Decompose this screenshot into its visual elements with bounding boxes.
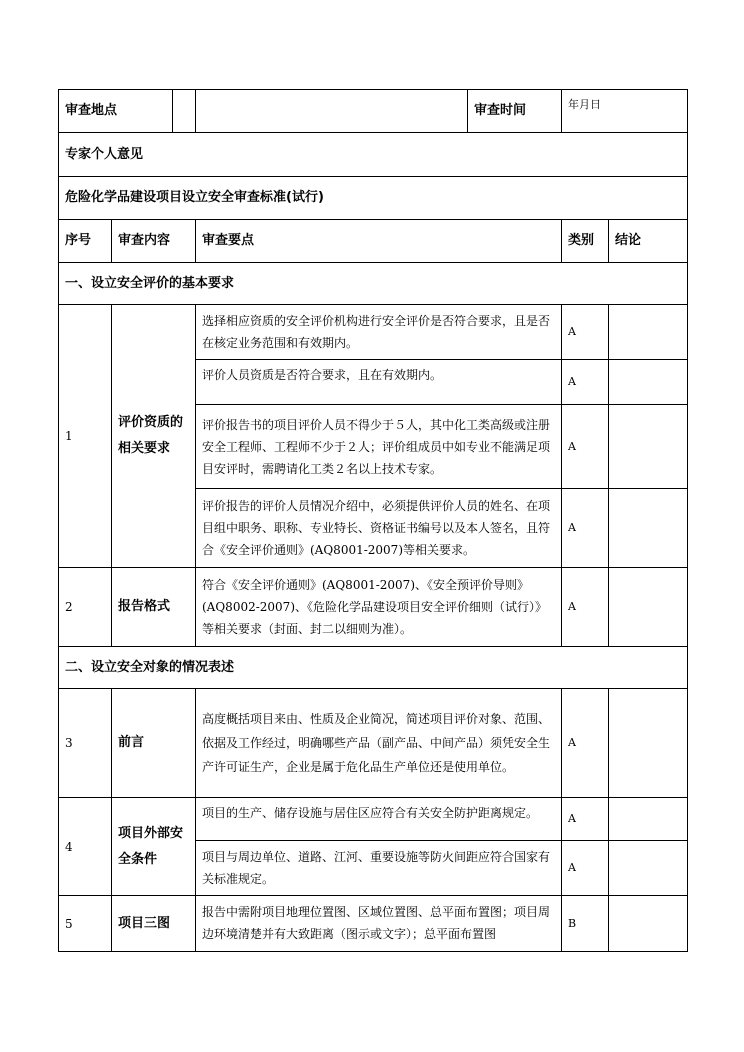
- row-conclusion[interactable]: [609, 405, 688, 489]
- row-points: 评价人员资质是否符合要求，且在有效期内。: [196, 360, 562, 405]
- section-row: [59, 647, 688, 689]
- table-row: [59, 896, 688, 952]
- expert-opinion-label: 专家个人意见: [59, 133, 688, 177]
- table-row: [59, 689, 688, 798]
- expert-opinion-row: [59, 133, 688, 177]
- row-conclusion[interactable]: [609, 896, 688, 952]
- row-category: A: [562, 798, 609, 841]
- standard-title: 危险化学品建设项目设立安全审查标准(试行): [59, 177, 688, 220]
- row-no: 2: [59, 568, 112, 647]
- section-row: [59, 263, 688, 305]
- col-header-conclusion: 结论: [609, 220, 688, 263]
- row-points: 项目的生产、储存设施与居住区应符合有关安全防护距离规定。: [196, 798, 562, 841]
- row-content: 前言: [112, 689, 196, 798]
- table-row: [59, 305, 688, 360]
- row-category: A: [562, 305, 609, 360]
- location-label: 审查地点: [59, 90, 173, 132]
- location-field-ext[interactable]: [196, 90, 467, 132]
- col-header-content: 审查内容: [112, 220, 196, 263]
- col-header-points: 审查要点: [196, 220, 562, 263]
- standard-title-row: [59, 177, 688, 220]
- row-conclusion[interactable]: [609, 305, 688, 360]
- row-conclusion[interactable]: [609, 360, 688, 405]
- row-category: A: [562, 841, 609, 896]
- row-content: 项目三图: [112, 896, 196, 952]
- time-value[interactable]: 年月日: [562, 90, 688, 133]
- row-conclusion[interactable]: [609, 841, 688, 896]
- row-points: 符合《安全评价通则》(AQ8001-2007)、《安全预评价导则》(AQ8002-2007)、《危险化学品建设项目安全评价细则（试行）》等相关要求（封面、封二以细则为准）。: [196, 568, 562, 647]
- row-category: A: [562, 568, 609, 647]
- row-points: 项目与周边单位、道路、江河、重要设施等防火间距应符合国家有关标准规定。: [196, 841, 562, 896]
- row-conclusion[interactable]: [609, 689, 688, 798]
- row-points: 评价报告的评价人员情况介绍中，必须提供评价人员的姓名、在项目组中职务、职称、专业特长、资格证书编号以及本人签名，且符合《安全评价通则》(AQ8001-2007)等相关要求。: [196, 489, 562, 568]
- row-category: A: [562, 689, 609, 798]
- section-title: 二、设立安全对象的情况表述: [59, 647, 688, 689]
- row-conclusion[interactable]: [609, 568, 688, 647]
- row-category: A: [562, 360, 609, 405]
- row-conclusion[interactable]: [609, 798, 688, 841]
- col-header-category: 类别: [562, 220, 609, 263]
- row-content: 评价资质的相关要求: [112, 305, 196, 568]
- row-points: 评价报告书的项目评价人员不得少于５人，其中化工类高级或注册安全工程师、工程师不少于２人；评价组成员中如专业不能满足项目安评时，需聘请化工类２名以上技术专家。: [196, 405, 562, 489]
- row-no: 1: [59, 305, 112, 568]
- row-category: A: [562, 489, 609, 568]
- table-row: [59, 568, 688, 647]
- row-category: B: [562, 896, 609, 952]
- section-title: 一、设立安全评价的基本要求: [59, 263, 688, 305]
- column-header-row: [59, 220, 688, 263]
- location-field[interactable]: [173, 90, 195, 132]
- row-points: 高度概括项目来由、性质及企业简况，简述项目评价对象、范围、依据及工作经过，明确哪些产品（副产品、中间产品）须凭安全生产许可证生产，企业是属于危化品生产单位还是使用单位。: [196, 689, 562, 798]
- row-content: 报告格式: [112, 568, 196, 647]
- row-category: A: [562, 405, 609, 489]
- table-row: [59, 798, 688, 841]
- row-no: 3: [59, 689, 112, 798]
- row-no: 5: [59, 896, 112, 952]
- col-header-no: 序号: [59, 220, 112, 263]
- header-row: [59, 90, 688, 133]
- row-conclusion[interactable]: [609, 489, 688, 568]
- review-form: [58, 89, 687, 952]
- row-no: 4: [59, 798, 112, 896]
- time-label: 审查时间: [467, 90, 561, 132]
- row-points: 报告中需附项目地理位置图、区域位置图、总平面布置图；项目周边环境清楚并有大致距离（图示或文字）；总平面布置图: [196, 896, 562, 952]
- review-table: [58, 89, 688, 952]
- row-points: 选择相应资质的安全评价机构进行安全评价是否符合要求，且是否在核定业务范围和有效期内。: [196, 305, 562, 360]
- row-content: 项目外部安全条件: [112, 798, 196, 896]
